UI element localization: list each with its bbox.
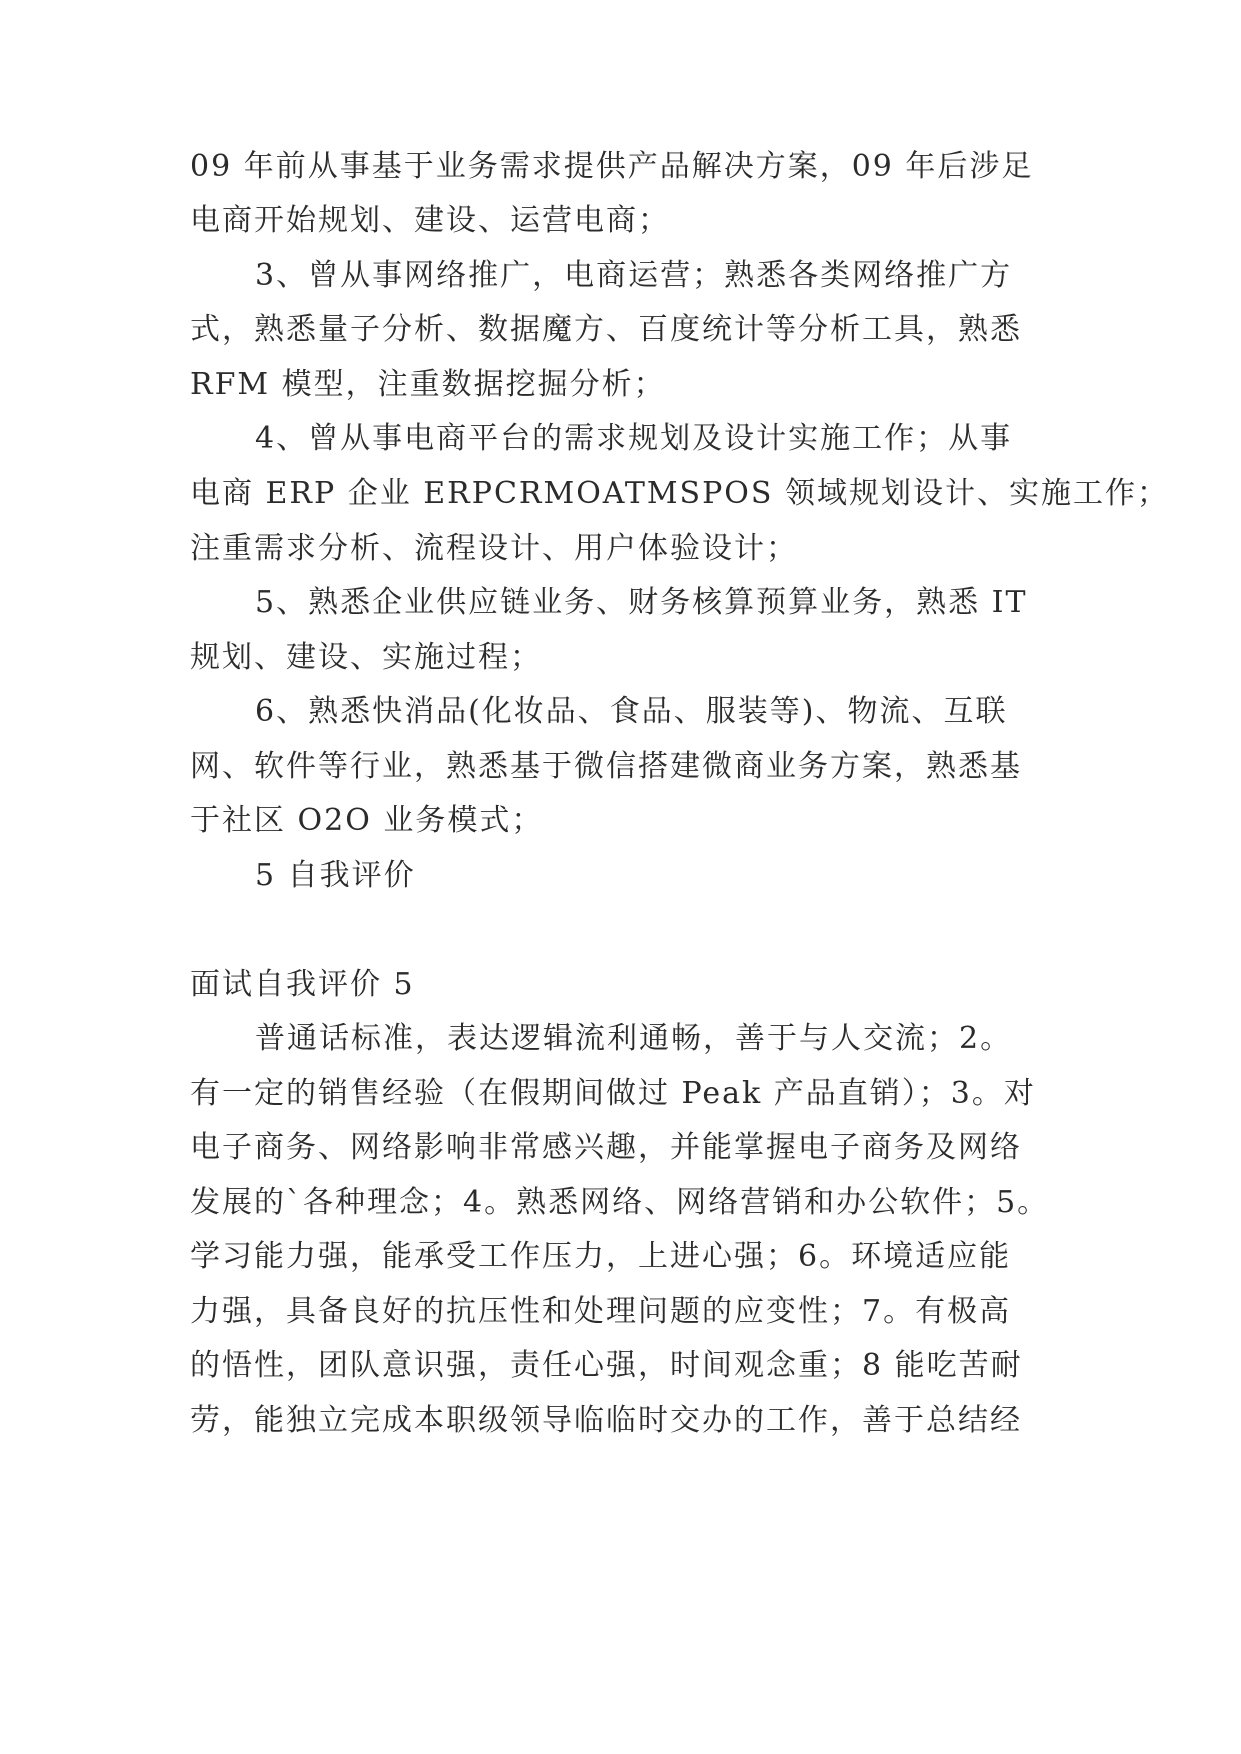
paragraph-line: 4、曾从事电商平台的需求规划及设计实施工作；从事 (255, 421, 1013, 456)
paragraph-line: 电商开始规划、建设、运营电商； (190, 203, 670, 238)
paragraph-line: 3、曾从事网络推广，电商运营；熟悉各类网络推广方 (255, 258, 1013, 293)
paragraph-line: 注重需求分析、流程设计、用户体验设计； (190, 531, 798, 566)
paragraph-line: 劳，能独立完成本职级领导临临时交办的工作，善于总结经 (190, 1403, 1022, 1438)
paragraph-line: 规划、建设、实施过程； (190, 640, 542, 675)
paragraph-line: 网、软件等行业，熟悉基于微信搭建微商业务方案，熟悉基 (190, 749, 1022, 784)
paragraph-line: 发展的`各种理念；4。熟悉网络、网络营销和办公软件；5。 (190, 1185, 1050, 1220)
paragraph-line: 式，熟悉量子分析、数据魔方、百度统计等分析工具，熟悉 (190, 312, 1022, 347)
paragraph-line: 于社区 O2O 业务模式； (190, 803, 544, 838)
paragraph-line: 电商 ERP 企业 ERPCRMOATMSPOS 领域规划设计、实施工作； (190, 476, 1169, 511)
paragraph-line: 6、熟悉快消品(化妆品、食品、服装等)、物流、互联 (255, 694, 1008, 729)
section-title: 面试自我评价 5 (190, 967, 415, 1002)
paragraph-line: 普通话标准，表达逻辑流利通畅，善于与人交流；2。 (255, 1021, 1013, 1056)
paragraph-line: 电子商务、网络影响非常感兴趣，并能掌握电子商务及网络 (190, 1130, 1022, 1165)
section-heading: 5 自我评价 (255, 858, 416, 893)
paragraph-line: 5、熟悉企业供应链业务、财务核算预算业务，熟悉 IT (255, 585, 1028, 620)
paragraph-line: 的悟性，团队意识强，责任心强，时间观念重；8 能吃苦耐 (190, 1348, 1023, 1383)
paragraph-line: 力强，具备良好的抗压性和处理问题的应变性；7。有极高 (190, 1294, 1012, 1329)
paragraph-line: 学习能力强，能承受工作压力，上进心强；6。环境适应能 (190, 1239, 1012, 1274)
paragraph-line: 有一定的销售经验（在假期间做过 Peak 产品直销）；3。对 (190, 1076, 1036, 1111)
paragraph-line: RFM 模型，注重数据挖掘分析； (190, 367, 666, 402)
paragraph-line: 09 年前从事基于业务需求提供产品解决方案，09 年后涉足 (190, 149, 1034, 184)
